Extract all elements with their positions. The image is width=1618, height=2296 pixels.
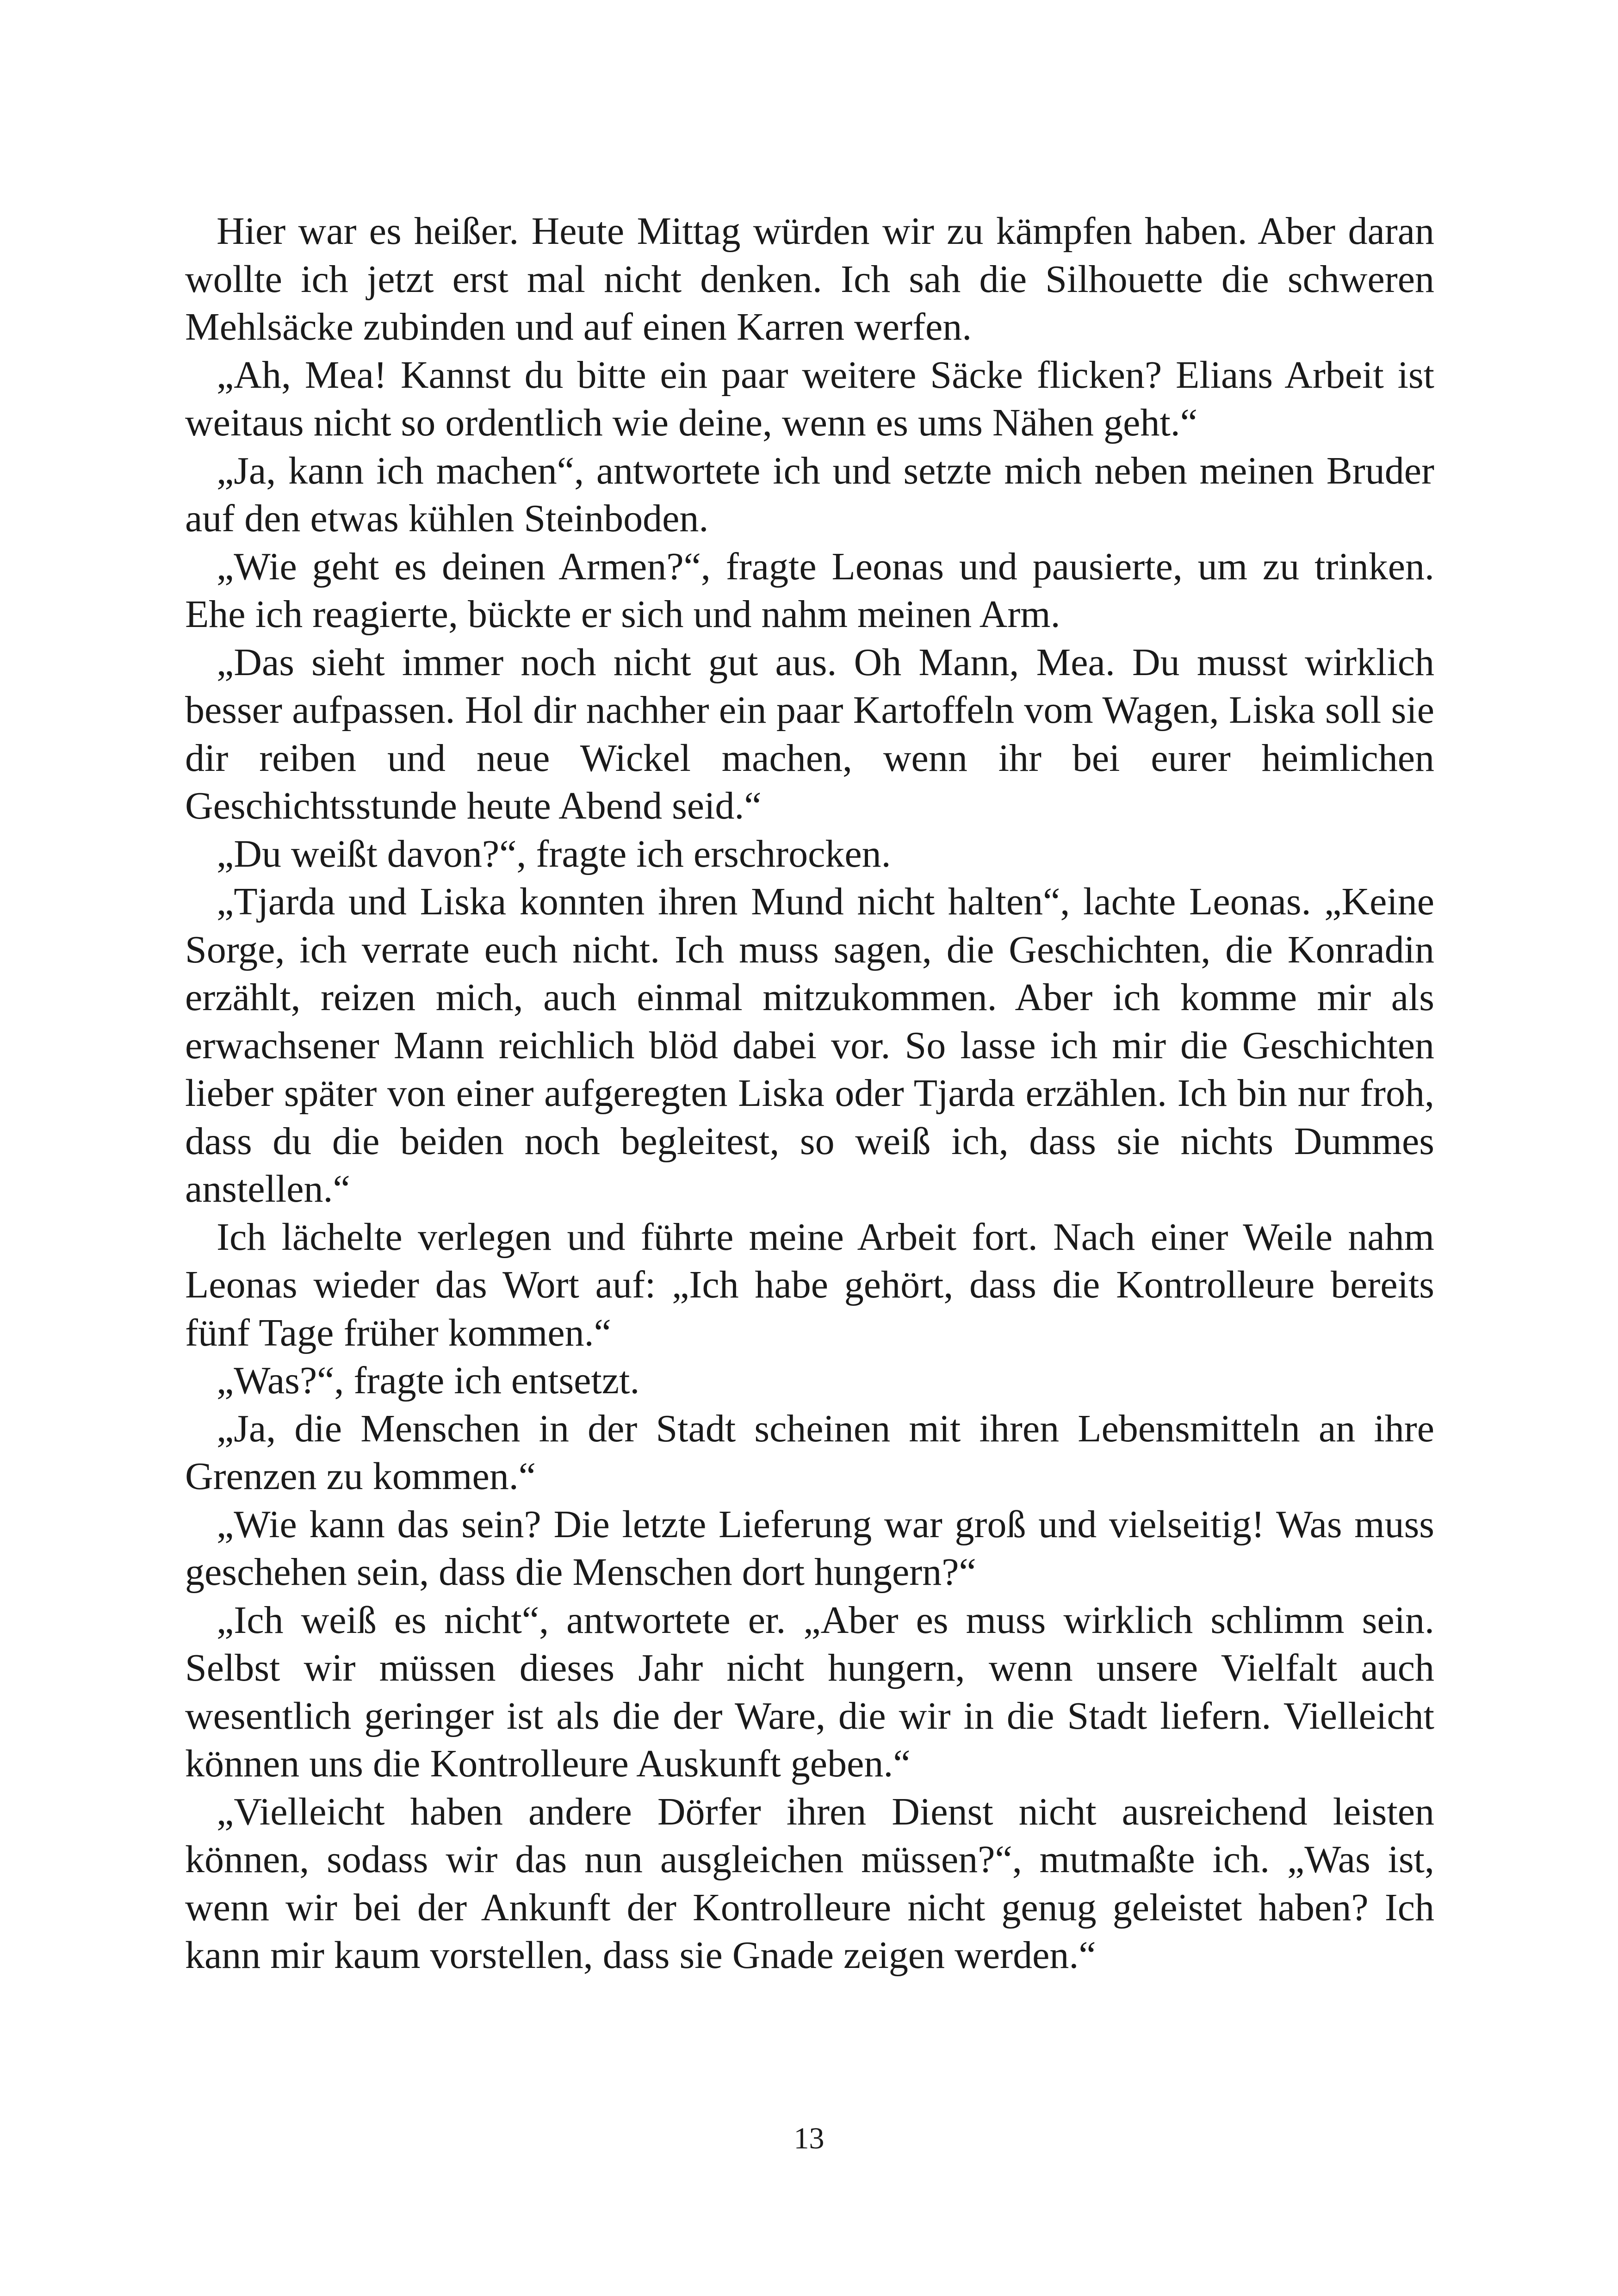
paragraph-8: Ich lächelte verlegen und führte meine Arbeit fort. Nach einer Weile nahm Leonas wieder das Wort auf: „Ich habe gehört, dass die Kontrolleure bereits fünf Tage früher kommen.“ xyxy=(185,1215,1434,1354)
paragraph-11: „Wie kann das sein? Die letzte Lieferung war groß und vielseitig! Was muss geschehen sein, dass die Menschen dort hungern?“ xyxy=(185,1502,1434,1594)
paragraph-2: „Ah, Mea! Kannst du bitte ein paar weitere Säcke flicken? Elians Arbeit ist weitaus nicht so ordentlich wie deine, wenn es ums Nähen geht.“ xyxy=(185,353,1434,444)
paragraph-5: „Das sieht immer noch nicht gut aus. Oh Mann, Mea. Du musst wirklich besser aufpassen. Hol dir nachher ein paar Kartoffeln vom Wagen, Liska soll sie dir reiben und neue Wickel machen, wenn ihr bei eurer heimlichen Geschichtsstunde heute Abend seid.“ xyxy=(185,640,1434,827)
paragraph-4: „Wie geht es deinen Armen?“, fragte Leonas und pausierte, um zu trinken. Ehe ich reagierte, bückte er sich und nahm meinen Arm. xyxy=(185,545,1434,636)
paragraph-12: „Ich weiß es nicht“, antwortete er. „Aber es muss wirklich schlimm sein. Selbst wir müssen dieses Jahr nicht hungern, wenn unsere Vielfalt auch wesentlich geringer ist als die der Ware, die wir in die Stadt liefern. Vielleicht können uns die Kontrolleure Auskunft geben.“ xyxy=(185,1598,1434,1785)
paragraph-6: „Du weißt davon?“, fragte ich erschrocken. xyxy=(217,832,891,875)
body-text xyxy=(185,207,1434,1980)
paragraph-10: „Ja, die Menschen in der Stadt scheinen mit ihren Lebensmitteln an ihre Grenzen zu kommen.“ xyxy=(185,1407,1434,1498)
paragraph-9: „Was?“, fragte ich entsetzt. xyxy=(217,1359,640,1402)
paragraph-13: „Vielleicht haben andere Dörfer ihren Dienst nicht ausreichend leisten können, sodass wir das nun ausgleichen müssen?“, mutmaßte ich. „Was ist, wenn wir bei der Ankunft der Kontrolleure nicht genug geleistet haben? Ich kann mir kaum vorstellen, dass sie Gnade zeigen werden.“ xyxy=(185,1790,1434,1977)
paragraph-1: Hier war es heißer. Heute Mittag würden wir zu kämpfen haben. Aber daran wollte ich jetzt erst mal nicht denken. Ich sah die Silhouette die schweren Mehlsäcke zubinden und auf einen Karren werfen. xyxy=(185,210,1434,348)
paragraph-3: „Ja, kann ich machen“, antwortete ich und setzte mich neben meinen Bruder auf den etwas kühlen Steinboden. xyxy=(185,449,1434,540)
page-number: 13 xyxy=(794,2122,824,2155)
paragraph-7: „Tjarda und Liska konnten ihren Mund nicht halten“, lachte Leonas. „Keine Sorge, ich verrate euch nicht. Ich muss sagen, die Geschichten, die Konradin erzählt, reizen mich, auch einmal mitzukommen. Aber ich komme mir als erwachsener Mann reichlich blöd dabei vor. So lasse ich mir die Geschichten lieber später von einer aufgeregten Liska oder Tjarda erzählen. Ich bin nur froh, dass du die beiden noch begleitest, so weiß ich, dass sie nichts Dummes anstellen.“ xyxy=(185,880,1434,1210)
